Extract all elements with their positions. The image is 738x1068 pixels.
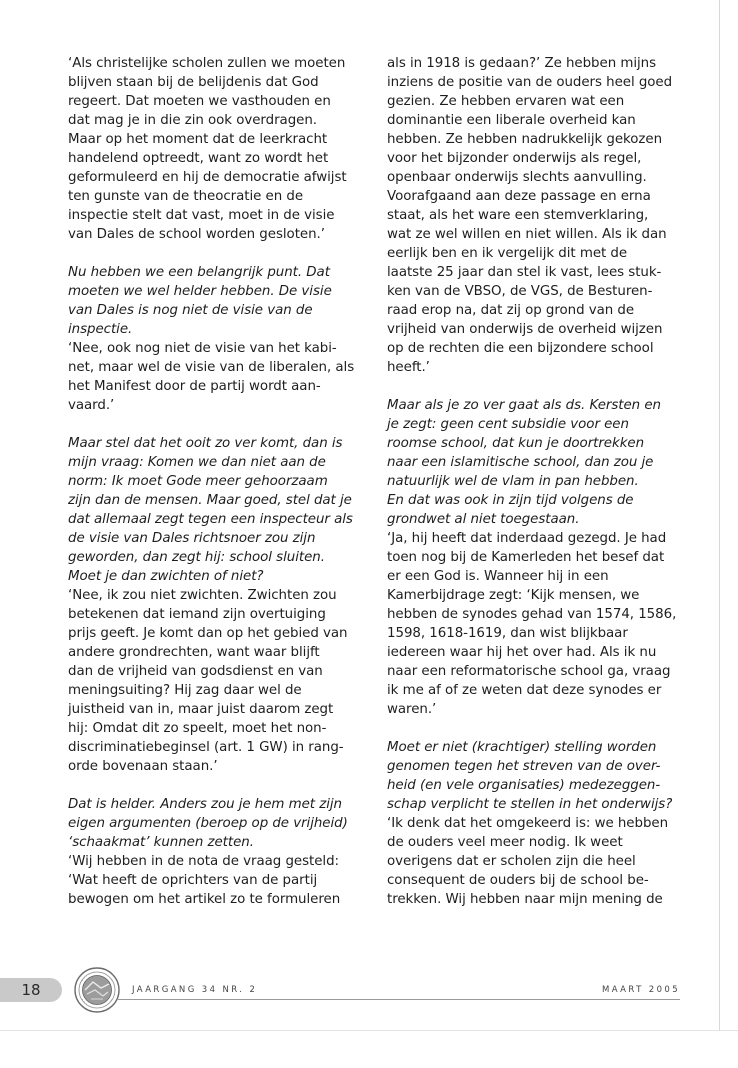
paragraph-question: Maar stel dat het ooit zo ver komt, dan is mijn vraag: Komen we dan niet aan de norm: Ik moet Gode meer gehoorzaam zijn dan de mensen. Maar goed, stel dat je dat allemaal zegt tegen een inspecteur als de visie van Dales richtsnoer zou zijn geworden, dan zegt hij: school sluiten. Moet je dan zwichten of niet? xyxy=(68,436,353,584)
issue-label: JAARGANG 34 NR. 2 xyxy=(132,985,258,995)
paragraph-answer: ‘Als christelijke scholen zullen we moeten blijven staan bij de belijdenis dat God regeert. Dat moeten we vasthouden en dat mag je in die zin ook overdragen. Maar op het moment dat de leerkracht handelend optreedt, want zo wordt het geformuleerd en hij de democratie afwijst ten gunste van de theocratie en de inspectie stelt dat vast, moet in de visie van Dales de school worden gesloten.’ xyxy=(68,56,347,242)
paragraph-answer: ‘Ja, hij heeft dat inderdaad gezegd. Je had toen nog bij de Kamerleden het besef dat er een God is. Wanneer hij in een Kamerbijdrage zegt: ‘Kijk mensen, we hebben de synodes gehad van 1574, 1586, 1598, 1618-1619, dan wist blijkbaar iedereen waar hij het over had. Als ik nu naar een reformatorische school ga, vraag ik me af of ze weten dat deze synodes er waren.’ xyxy=(387,531,677,717)
issue-date: MAART 2005 xyxy=(601,985,680,995)
paragraph-question: Moet er niet (krachtiger) stelling worden genomen tegen het streven van de over- heid (en vele organisaties) medezeggen- schap verplicht te stellen in het onderwijs? xyxy=(387,740,673,812)
paragraph-question: Nu hebben we een belangrijk punt. Dat moeten we wel helder hebben. De visie van Dales is nog niet de visie van de inspectie. xyxy=(68,265,332,337)
publisher-seal-icon xyxy=(73,966,121,1014)
paragraph-answer: ‘Wij hebben in de nota de vraag gesteld: ‘Wat heeft de oprichters van de partij bewogen om het artikel zo te formuleren xyxy=(68,854,341,907)
paragraph-answer: ‘Nee, ook nog niet de visie van het kabi- net, maar wel de visie van de liberalen, als het Manifest door de partij wordt aan- vaard.’ xyxy=(68,341,355,413)
footer-rule xyxy=(118,999,680,1000)
page-edge-right xyxy=(719,0,720,1030)
paragraph-answer: ‘Ik denk dat het omgekeerd is: we hebben de ouders veel meer nodig. Ik weet overigens dat er scholen zijn die heel consequent de ouders bij de school be- trekken. Wij hebben naar mijn mening de xyxy=(387,816,669,907)
right-column xyxy=(387,54,687,909)
paragraph-answer: als in 1918 is gedaan?’ Ze hebben mijns inziens de positie van de ouders heel goed gezien. Ze hebben ervaren wat een dominantie een liberale overheid kan hebben. Ze hebben nadrukkelijk gekozen voor het bijzonder onderwijs als regel, openbaar onderwijs slechts aanvulling. Voorafgaand aan deze passage en erna staat, als het ware een stemverklaring, wat ze wel willen en niet willen. Als ik dan eerlijk ben en ik vergelijk dit met de laatste 25 jaar dan stel ik vast, lees stuk- ken van de VBSO, de VGS, de Besturen- raad erop na, dat zij op grond van de vrijheid van onderwijs de overheid wijzen op de rechten die een bijzondere school heeft.’ xyxy=(387,56,673,375)
page-number: 18 xyxy=(21,981,41,999)
paragraph-question: Maar als je zo ver gaat als ds. Kersten en je zegt: geen cent subsidie voor een roomse school, dat kun je doortrekken naar een islamitische school, dan zou je natuurlijk wel de vlam in pan hebben. En dat was ook in zijn tijd volgens de grondwet al niet toegestaan. xyxy=(387,398,661,527)
paragraph-answer: ‘Nee, ik zou niet zwichten. Zwichten zou betekenen dat iemand zijn overtuiging prijs geeft. Je komt dan op het gebied van andere grondrechten, want waar blijft dan de vrijheid van godsdienst en van meningsuiting? Hij zag daar wel de juistheid van in, maar juist daarom zegt hij: Omdat dit zo speelt, moet het non- discriminatiebeginsel (art. 1 GW) in rang- orde bovenaan staan.’ xyxy=(68,588,348,774)
left-column xyxy=(68,54,368,909)
page-edge-bottom xyxy=(0,1030,738,1031)
page-footer xyxy=(0,958,738,1018)
paragraph-question: Dat is helder. Anders zou je hem met zijn eigen argumenten (beroep op de vrijheid) ‘schaakmat’ kunnen zetten. xyxy=(68,797,348,850)
